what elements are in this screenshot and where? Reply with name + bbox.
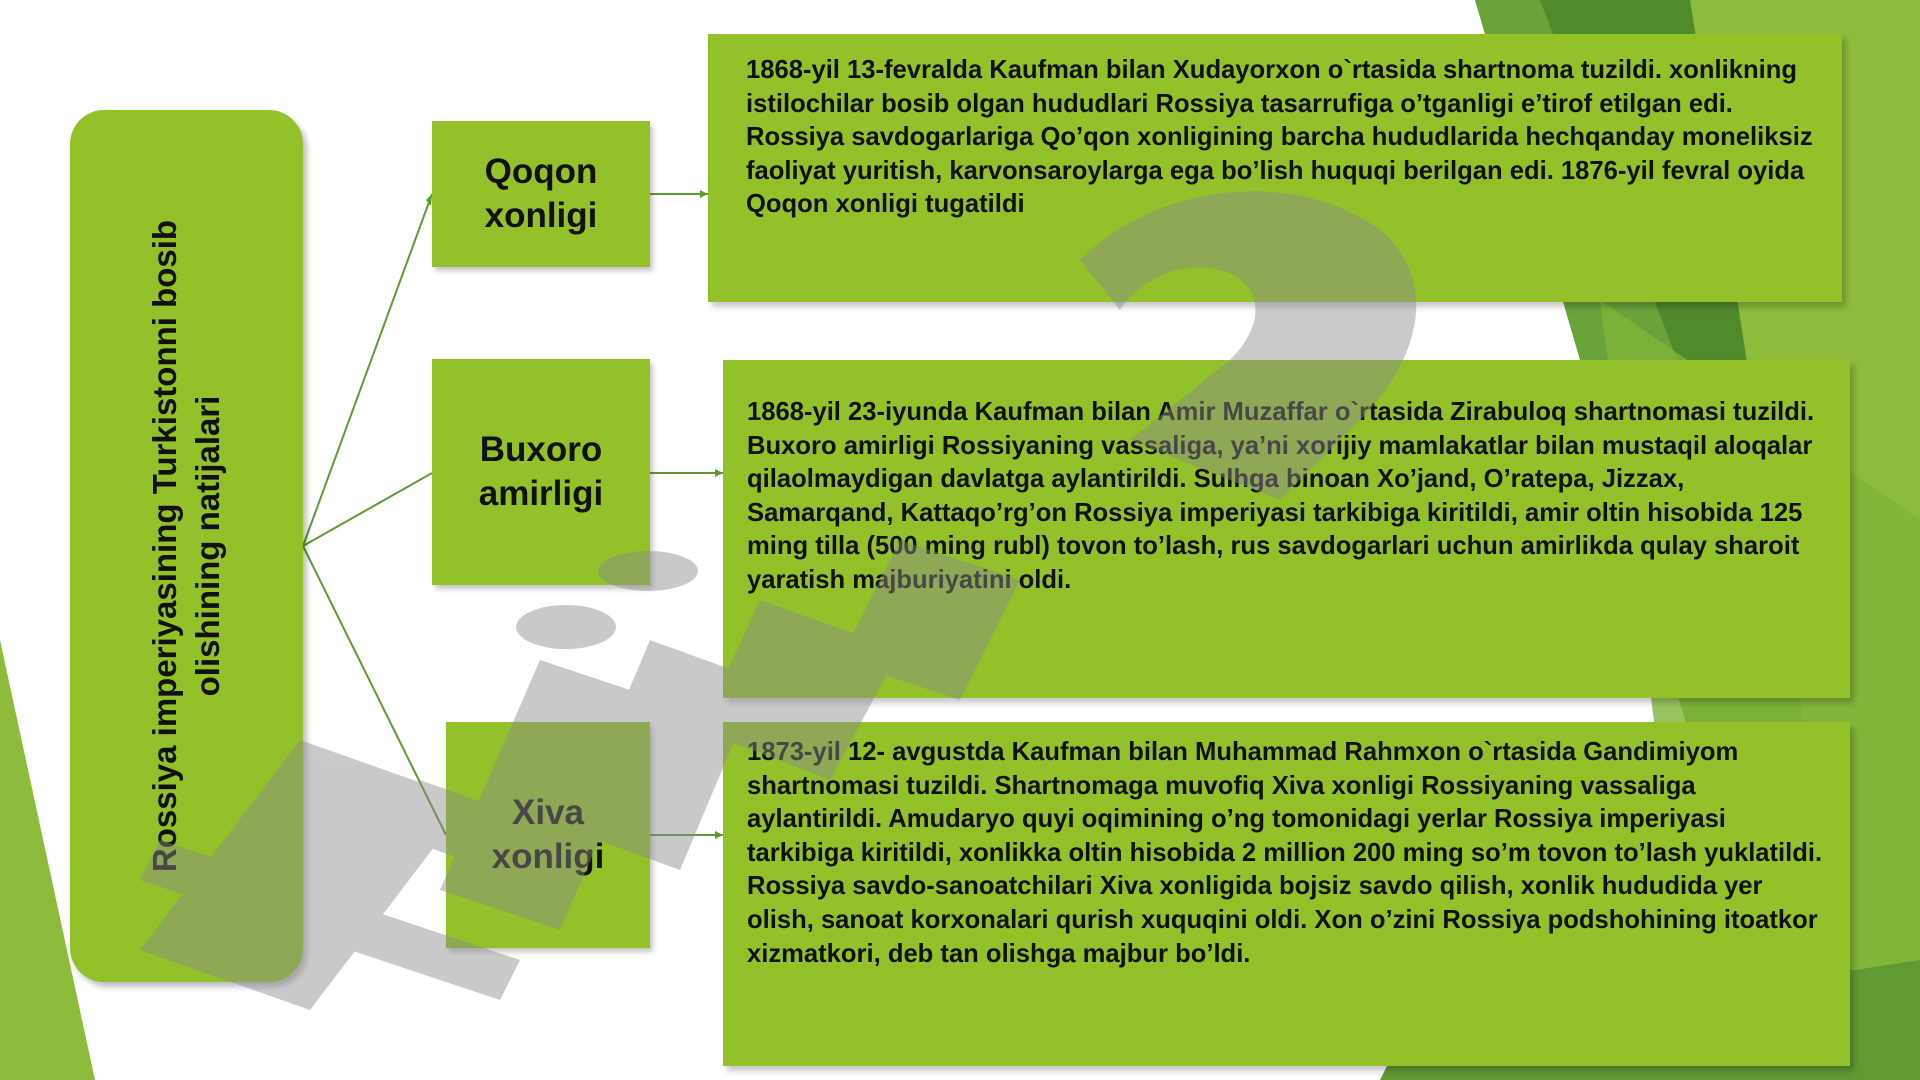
node-label-qoqon: Qoqon xonligi <box>484 152 598 235</box>
detail-text-xiva: 1873-yil 12- avgustda Kaufman bilan Muhammad Rahmxon o`rtasida Gandimiyom shartnomasi tuzildi. Shartnomaga muvofiq Xiva xonligi Rossiyaning vassaliga aylantirildi. Amudaryo quyi oqimining o’ng tomonidagi yerlar Rossiya imperiyasi tarkibiga kiritildi, xonlikka oltin hisobida 2 million 200 ming so’m tovon to’lash yuklatildi. Rossiya savdo-sanoatchilari Xiva xonligida bojsiz savdo qilish, xonlik hududida yer olish, sanoat korxonalari qurish xuquqini oldi. Xon o’zini Rossiya podshohining itoatkor xizmatkori, deb tan olishga majbur bo’ldi. <box>747 738 1823 968</box>
detail-text-buxoro: 1868-yil 23-iyunda Kaufman bilan Amir Muzaffar o`rtasida Zirabuloq shartnomasi tuzildi. Buxoro amirligi Rossiyaning vassaliga, ya’ni xorijiy mamlakatlar bilan mustaqil aloqalar qilaolmaydigan davlatga aylantirildi. Sulhga binoan Xo’jand, O’ratepa, Jizzax, Samarqand, Kattaqo’rg’on Rossiya imperiyasi tarkibiga kiritildi, amir oltin hisobida 125 ming tilla (500 ming rubl) tovon to’lash, rus savdogarlari uchun amirlikda qulay sharoit yaratish majburiyatini oldi. <box>747 398 1815 594</box>
node-qoqon-xonligi <box>432 121 650 267</box>
root-label: Rossiya imperiyasining Turkistonni bosib olishining natijalari <box>146 219 226 873</box>
node-buxoro-amirligi <box>432 359 650 585</box>
detail-box-qoqon <box>708 34 1842 302</box>
detail-box-buxoro <box>723 360 1850 698</box>
node-label-xiva: Xiva xonligi <box>491 793 605 876</box>
detail-box-xiva <box>723 722 1850 1066</box>
node-label-buxoro: Buxoro amirligi <box>478 430 604 513</box>
detail-text-qoqon: 1868-yil 13-fevralda Kaufman bilan Xudayorxon o`rtasida shartnoma tuzildi. xonlikning istilochilar bosib olgan hududlari Rossiya tasarrufiga o’tganligi e’tirof etilgan edi. Rossiya savdogarlariga Qo’qon xonligining barcha hududlarida hechqanday moneliksiz faoliyat yuritish, karvonsaroylarga ega bo’lish huquqi berilgan edi. 1876-yil fevral oyida Qoqon xonligi tugatildi <box>746 56 1813 219</box>
node-xiva-xonligi <box>446 722 650 948</box>
